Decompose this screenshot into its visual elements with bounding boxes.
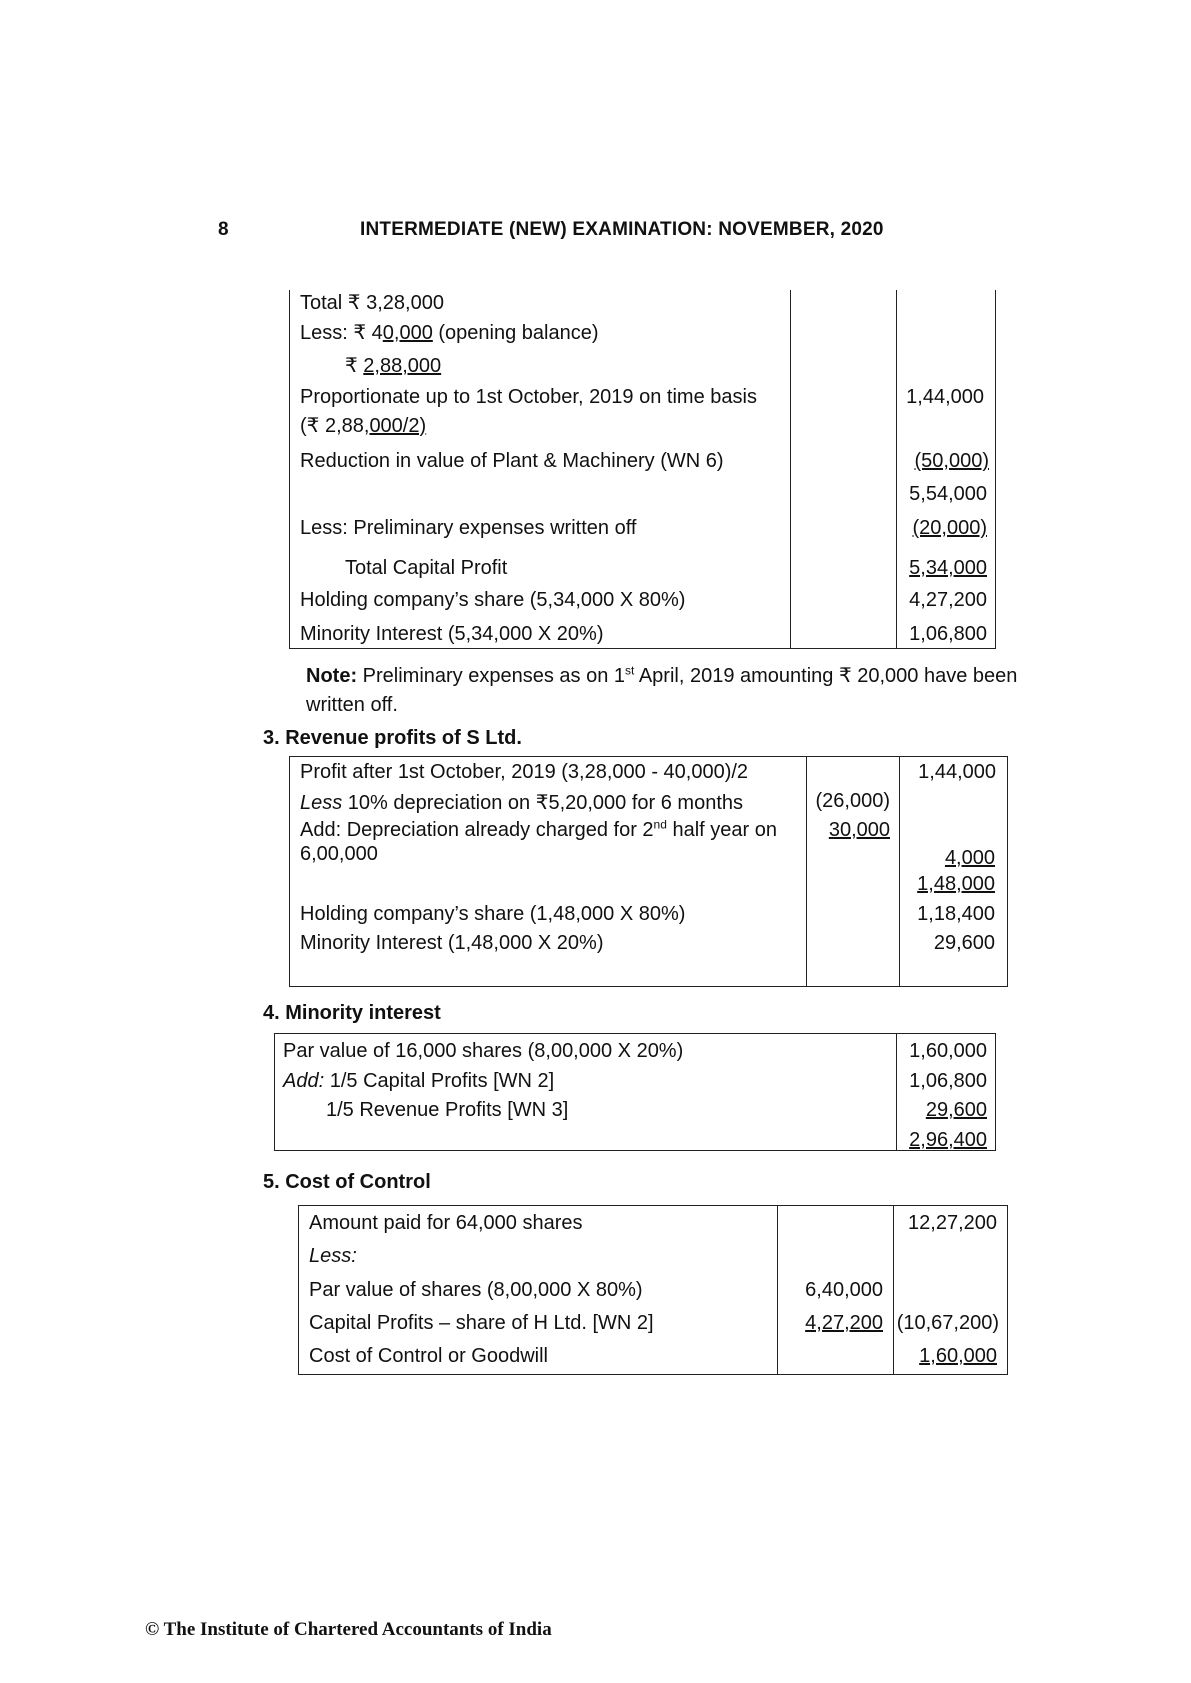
preliminary-line: Less: Preliminary expenses written off bbox=[300, 517, 637, 539]
amount-paid-amount: 12,27,200 bbox=[908, 1212, 997, 1234]
depreciation-text: 10% depreciation on ₹5,20,000 for 6 months bbox=[342, 792, 744, 814]
page-header-title: INTERMEDIATE (NEW) EXAMINATION: NOVEMBER, 2020 bbox=[360, 219, 884, 240]
table-bottom-border bbox=[289, 648, 996, 649]
table-divider-1 bbox=[790, 290, 791, 649]
note-line-2: written off. bbox=[306, 694, 398, 716]
proportionate-calc bbox=[300, 414, 426, 438]
minority-revenue-amount: 29,600 bbox=[925, 1099, 987, 1121]
coc-less-total: (10,67,200) bbox=[896, 1312, 999, 1334]
less-amount: 0,000 bbox=[382, 322, 433, 344]
page-number: 8 bbox=[218, 219, 229, 240]
less-opening-line bbox=[300, 321, 599, 345]
add-depreciation-amount: 30,000 bbox=[828, 819, 890, 841]
minority-capital-line bbox=[283, 1069, 554, 1093]
footer-copyright: © The Institute of Chartered Accountants of India bbox=[145, 1619, 552, 1640]
minority-interest-heading: 4. Minority interest bbox=[263, 1002, 441, 1024]
holding-share-amount: 4,27,200 bbox=[909, 589, 987, 611]
revenue-minority-amount: 29,600 bbox=[933, 932, 995, 954]
net-amount: 2,88,000 bbox=[363, 355, 442, 377]
less-suffix: (opening balance) bbox=[432, 322, 599, 344]
total-capital-amount: 5,34,000 bbox=[909, 557, 987, 579]
amount-paid-line: Amount paid for 64,000 shares bbox=[309, 1212, 583, 1234]
net-adjust-amount: 4,000 bbox=[944, 847, 995, 869]
total-line: Total ₹ 3,28,000 bbox=[300, 292, 444, 314]
holding-share-line: Holding company’s share (5,34,000 X 80%) bbox=[300, 589, 686, 611]
coc-less-line: Less: bbox=[309, 1245, 357, 1267]
table-right-border bbox=[995, 290, 996, 649]
add-depreciation-line-2: 6,00,000 bbox=[300, 843, 378, 865]
net-line bbox=[345, 354, 441, 378]
total-capital-line: Total Capital Profit bbox=[345, 557, 508, 579]
note-line-1 bbox=[306, 664, 1017, 688]
add-dep-a: Add: Depreciation already charged for 2 bbox=[300, 819, 654, 841]
less-prefix: Less: ₹ 4 bbox=[300, 322, 383, 344]
subtotal-amount: 5,54,000 bbox=[909, 483, 987, 505]
proportionate-line: Proportionate up to 1st October, 2019 on time basis bbox=[300, 386, 757, 408]
add-word: Add: bbox=[283, 1070, 325, 1092]
goodwill-amount: 1,60,000 bbox=[919, 1345, 997, 1367]
minority-par-line: Par value of 16,000 shares (8,00,000 X 20%) bbox=[283, 1040, 684, 1062]
note-text-a: Preliminary expenses as on 1 bbox=[357, 665, 626, 687]
depreciation-line bbox=[300, 791, 743, 815]
coc-capital-line: Capital Profits – share of H Ltd. [WN 2] bbox=[309, 1312, 654, 1334]
minority-capital-amount: 1,06,800 bbox=[909, 1070, 987, 1092]
calc-under: 000/2) bbox=[369, 415, 427, 437]
revenue-profits-heading: 3. Revenue profits of S Ltd. bbox=[263, 727, 522, 749]
coc-par-amount: 6,40,000 bbox=[805, 1279, 883, 1301]
coc-par-line: Par value of shares (8,00,000 X 80%) bbox=[309, 1279, 643, 1301]
reduction-amount: (50,000) bbox=[914, 450, 989, 472]
revenue-holding-line: Holding company’s share (1,48,000 X 80%) bbox=[300, 903, 686, 925]
table-left-border bbox=[289, 290, 290, 649]
minority-par-amount: 1,60,000 bbox=[909, 1040, 987, 1062]
less-word: Less bbox=[300, 792, 343, 814]
revenue-minority-line: Minority Interest (1,48,000 X 20%) bbox=[300, 932, 604, 954]
add-depreciation-line bbox=[300, 818, 777, 842]
add-dep-b: half year on bbox=[666, 819, 777, 841]
revenue-holding-amount: 1,18,400 bbox=[917, 903, 995, 925]
minority-revenue-line: 1/5 Revenue Profits [WN 3] bbox=[326, 1099, 569, 1121]
revenue-total-amount: 1,48,000 bbox=[917, 873, 995, 895]
coc-capital-amount: 4,27,200 bbox=[805, 1312, 883, 1334]
note-label: Note: bbox=[306, 665, 358, 687]
cost-of-control-heading: 5. Cost of Control bbox=[263, 1171, 431, 1193]
depreciation-amount: (26,000) bbox=[815, 790, 890, 812]
net-prefix: ₹ bbox=[345, 355, 364, 377]
reduction-line: Reduction in value of Plant & Machinery (WN 6) bbox=[300, 450, 724, 472]
minority-line: Minority Interest (5,34,000 X 20%) bbox=[300, 623, 604, 645]
note-text-b: April, 2019 amounting ₹ 20,000 have been bbox=[634, 665, 1018, 687]
goodwill-line: Cost of Control or Goodwill bbox=[309, 1345, 548, 1367]
add-dep-sup: nd bbox=[653, 817, 667, 832]
preliminary-amount: (20,000) bbox=[912, 517, 987, 539]
capital-profits-text: 1/5 Capital Profits [WN 2] bbox=[324, 1070, 555, 1092]
profit-after-amount: 1,44,000 bbox=[918, 761, 996, 783]
profit-after-line: Profit after 1st October, 2019 (3,28,000 - 40,000)/2 bbox=[300, 761, 749, 783]
proportionate-amount: 1,44,000 bbox=[906, 386, 984, 408]
calc-prefix: (₹ 2,88, bbox=[300, 415, 370, 437]
note-sup: st bbox=[625, 663, 635, 678]
minority-total-amount: 2,96,400 bbox=[909, 1129, 987, 1151]
minority-amount: 1,06,800 bbox=[909, 623, 987, 645]
